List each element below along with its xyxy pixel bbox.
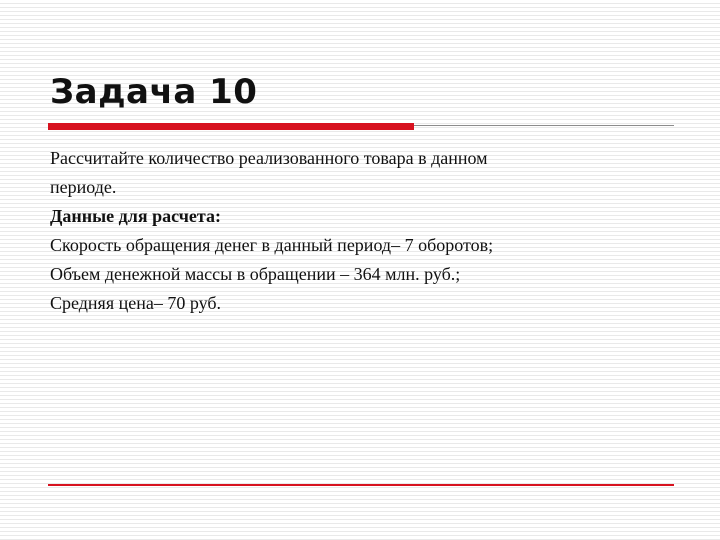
title-underline-rule bbox=[414, 125, 674, 126]
task-text-line: Рассчитайте количество реализованного товара в данном bbox=[50, 148, 488, 168]
slide-body bbox=[50, 144, 680, 318]
data-item-velocity: Скорость обращения денег в данный период– 7 оборотов; bbox=[50, 235, 494, 255]
data-heading: Данные для расчета: bbox=[50, 206, 221, 226]
data-item-money-supply: Объем денежной массы в обращении – 364 млн. руб.; bbox=[50, 264, 461, 284]
slide-title: Задача 10 bbox=[50, 72, 258, 112]
data-item-average-price: Средняя цена– 70 руб. bbox=[50, 293, 222, 313]
footer-rule bbox=[48, 484, 674, 486]
task-text-line: периоде. bbox=[50, 177, 117, 197]
title-underline-accent bbox=[48, 123, 414, 130]
